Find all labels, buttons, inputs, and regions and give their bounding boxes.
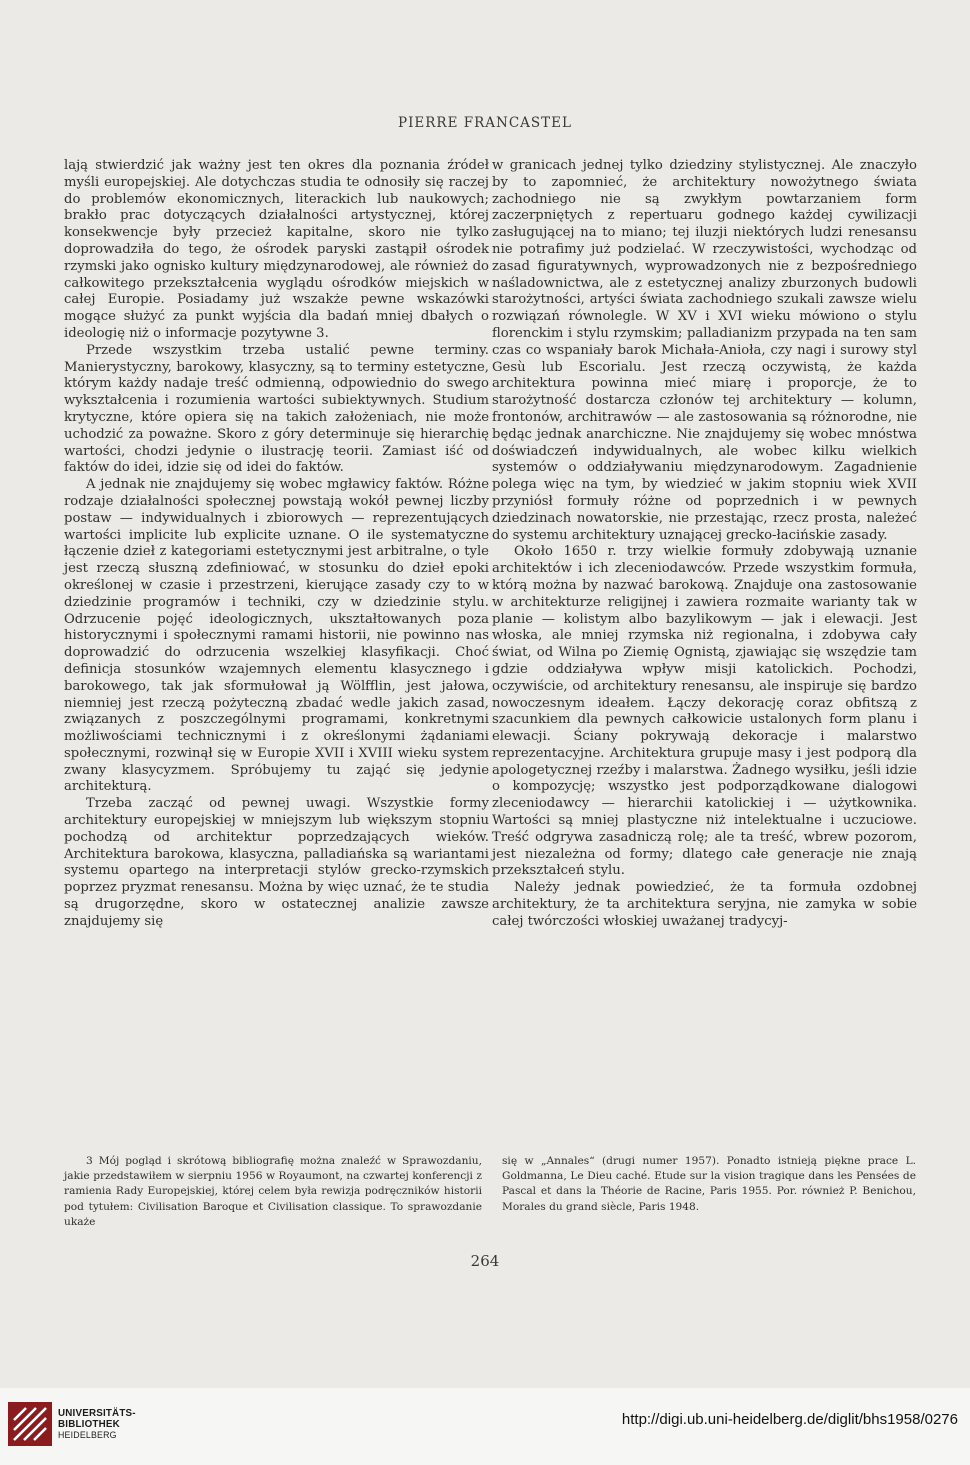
library-line-3: HEIDELBERG — [58, 1430, 117, 1440]
paragraph: A jednak nie znajdujemy się wobec mgławicy faktów. Różne rodzaje działalności społecznej powstają wokół pewnej liczby postaw — indywidualnych i zbiorowych — reprezentujących wartości implicite lub explicite uznane. O ile systematyczne łączenie dzieł z kategoriami estetycznymi jest arbitralne, o tyle jest rzeczą słuszną zdefiniować, w stosunku do dzieł epoki określonej w czasie i przestrzeni, kierujące zasady czy to w dziedzinie programów i techniki, czy w dziedzinie stylu. Odrzucenie pojęć ideologicznych, ukształtowanych poza historycznymi i społecznymi ramami historii, nie powinno nas doprowadzić do odrzucenia wszelkiej klasyfikacji. Choć definicja stosunków wzajemnych elementu klasycznego i barokowego, tak jak sformułował ją Wölfflin, jest jałowa, niemniej jest rzeczą pożyteczną zbadać wedle jakich zasad, związanych z poszczególnymi programami, konkretnymi możliwościami technicznymi i z określonymi żądaniami społecznymi, rozwinął się w Europie XVII i XVIII wieku system zwany klasycyzmem. Spróbujemy tu zająć się jedynie architekturą. — [64, 477, 489, 795]
university-library-logo-icon[interactable] — [8, 1402, 52, 1446]
paragraph: Należy jednak powiedzieć, że ta formuła ozdobnej architektury, że ta architektura seryjna, nie zamyka w sobie całej twórczości włoskiej uważanej tradycyj- — [492, 880, 917, 929]
footnote-right — [502, 1154, 916, 1215]
footnote-left — [64, 1154, 482, 1230]
library-line-2: BIBLIOTHEK — [58, 1418, 120, 1430]
paragraph: Trzeba zacząć od pewnej uwagi. Wszystkie formy architektury europejskiej w mniejszym lub większym stopniu pochodzą od architektur poprzedzających wieków. Architektura barokowa, klasyczna, palladiańska są wariantami systemu opartego na interpretacji stylów grecko-rzymskich poprzez pryzmat renesansu. Można by więc uznać, że te studia są drugorzędne, skoro w ostatecznej analizie zawsze znajdujemy się — [64, 796, 489, 929]
library-name — [58, 1409, 136, 1441]
paragraph: w granicach jednej tylko dziedziny stylistycznej. Ale znaczyło by to zapomnieć, że architektury nowożytnego świata zachodniego nie są zwykłym powtarzaniem form zaczerpniętych z repertuaru godnego każdej cywilizacji zasługującej na to miano; tej iluzji niektórych ludzi renesansu nie potrafimy już podzielać. W rzeczywistości, wychodząc od zasad figuratywnych, wyprowadzonych nie z bezpośredniego naśladownictwa, ale z estetycznej analizy zburzonych budowli starożytności, artyści świata zachodniego szukali zawsze wielu rozwiązań równolegle. W XV i XVI wieku mówiono o stylu florenckim i stylu rzymskim; palladianizm przypada na ten sam czas co wspaniały barok Michała-Anioła, czy nagi i surowy styl Gesù lub Escorialu. Jest rzeczą oczywistą, że każda architektura powinna mieć miarę i proporcje, że to starożytność dostarcza członów tej architektury — kolumn, frontonów, architrawów — ale zastosowania są różnorodne, nie będąc jednak anarchiczne. Nie znajdujemy się wobec mnóstwa doświadczeń indywidualnych, ale wobec kilku wielkich systemów o oddziaływaniu międzynarodowym. Zagadnienie polega więc na tym, by wiedzieć w jakim stopniu wiek XVII przyniósł formuły różne od poprzednich i w pewnych dziedzinach nowatorskie, nie przestając, rzecz prosta, należeć do systemu architektury uznającej grecko-łacińskie zasady. — [492, 158, 917, 543]
permalink-url[interactable]: http://digi.ub.uni-heidelberg.de/diglit/bhs1958/0276 — [621, 1411, 958, 1428]
page-number: 264 — [470, 1252, 500, 1270]
footnote-text: się w „Annales“ (drugi numer 1957). Ponadto istnieją piękne prace L. Goldmanna, Le Dieu caché. Etude sur la vision tragique dans les Pensées de Pascal et dans la Théorie de Racine, Paris 1955. Por. również P. Benichou, Morales du grand siècle, Paris 1948. — [502, 1155, 916, 1213]
running-title: PIERRE FRANCASTEL — [398, 115, 572, 131]
library-line-1: UNIVERSITÄTS- — [58, 1408, 136, 1419]
paragraph: Przede wszystkim trzeba ustalić pewne terminy. Manierystyczny, barokowy, klasyczny, są to terminy estetyczne, którym każdy nadaje treść odmienną, odpowiednio do swego wykształcenia i rozumienia wartości subiektywnych. Studium krytyczne, które opiera się na takich założeniach, nie może uchodzić za poważne. Skoro z góry determinuje się hierarchię wartości, chodzi jedynie o ilustrację teorii. Zamiast iść od faktów do idei, idzie się od idei do faktów. — [64, 342, 489, 476]
right-column — [492, 158, 917, 931]
left-column — [64, 158, 489, 931]
footnote-text: 3 Mój pogląd i skrótową bibliografię można znaleźć w Sprawozdaniu, jakie przedstawiłem w sierpniu 1956 w Royaumont, na czwartej konferencji z ramienia Rady Europejskiej, której celem była rewizja podręczników historii pod tytułem: Civilisation Baroque et Civilisation classique. To sprawozdanie ukaże — [64, 1155, 482, 1228]
paragraph: lają stwierdzić jak ważny jest ten okres dla poznania źródeł myśli europejskiej. Ale dotychczas studia te odnosiły się raczej do problemów ekonomicznych, literackich lub naukowych; brakło prac dotyczących działalności artystycznej, której konsekwencje były przecież kapitalne, skoro nie tylko doprowadziła do tego, że ośrodek paryski zastąpił ośrodek rzymski jako ognisko kultury międzynarodowej, ale również do całkowitego przekształcenia wyglądu ośrodków miejskich w całej Europie. Posiadamy już wszakże pewne wskazówki mogące służyć za punkt wyjścia dla badań mniej dbałych o ideologię niż o informacje pozytywne 3. — [64, 158, 489, 341]
paragraph: Około 1650 r. trzy wielkie formuły zdobywają uznanie architektów i ich zleceniodawców. Przede wszystkim formuła, którą można by nazwać barokową. Znajduje ona zastosowanie w architekturze religijnej i zawiera rozmaite warianty tak w planie — kolistym albo bazylikowym — jak i elewacji. Jest włoska, ale mniej rzymska niż regionalna, i zdobywa cały świat, od Wilna po Ziemię Ognistą, zjawiając się wszędzie tam gdzie oddziaływa wpływ misji katolickich. Pochodzi, oczywiście, od architektury renesansu, ale inspiruje się bardzo nowoczesnym ideałem. Łączy dekorację coraz obfitszą z szacunkiem dla pewnych całkowicie ustalonych form planu i elewacji. Ściany pokrywają dekoracje i malarstwo reprezentacyjne. Architektura grupuje masy i jest podporą dla apologetycznej rzeźby i malarstwa. Żadnego wysiłku, jeśli idzie o kompozycję; wszystko jest podporządkowane dialogowi zleceniodawcy — hierarchii katolickiej i — użytkownika. Wartości są mniej plastyczne niż intelektualne i uczuciowe. Treść odgrywa zasadniczą rolę; ale ta treść, wbrew pozorom, jest niezależna od formy; dlatego całe generacje nie znają przekształceń stylu. — [492, 544, 917, 879]
